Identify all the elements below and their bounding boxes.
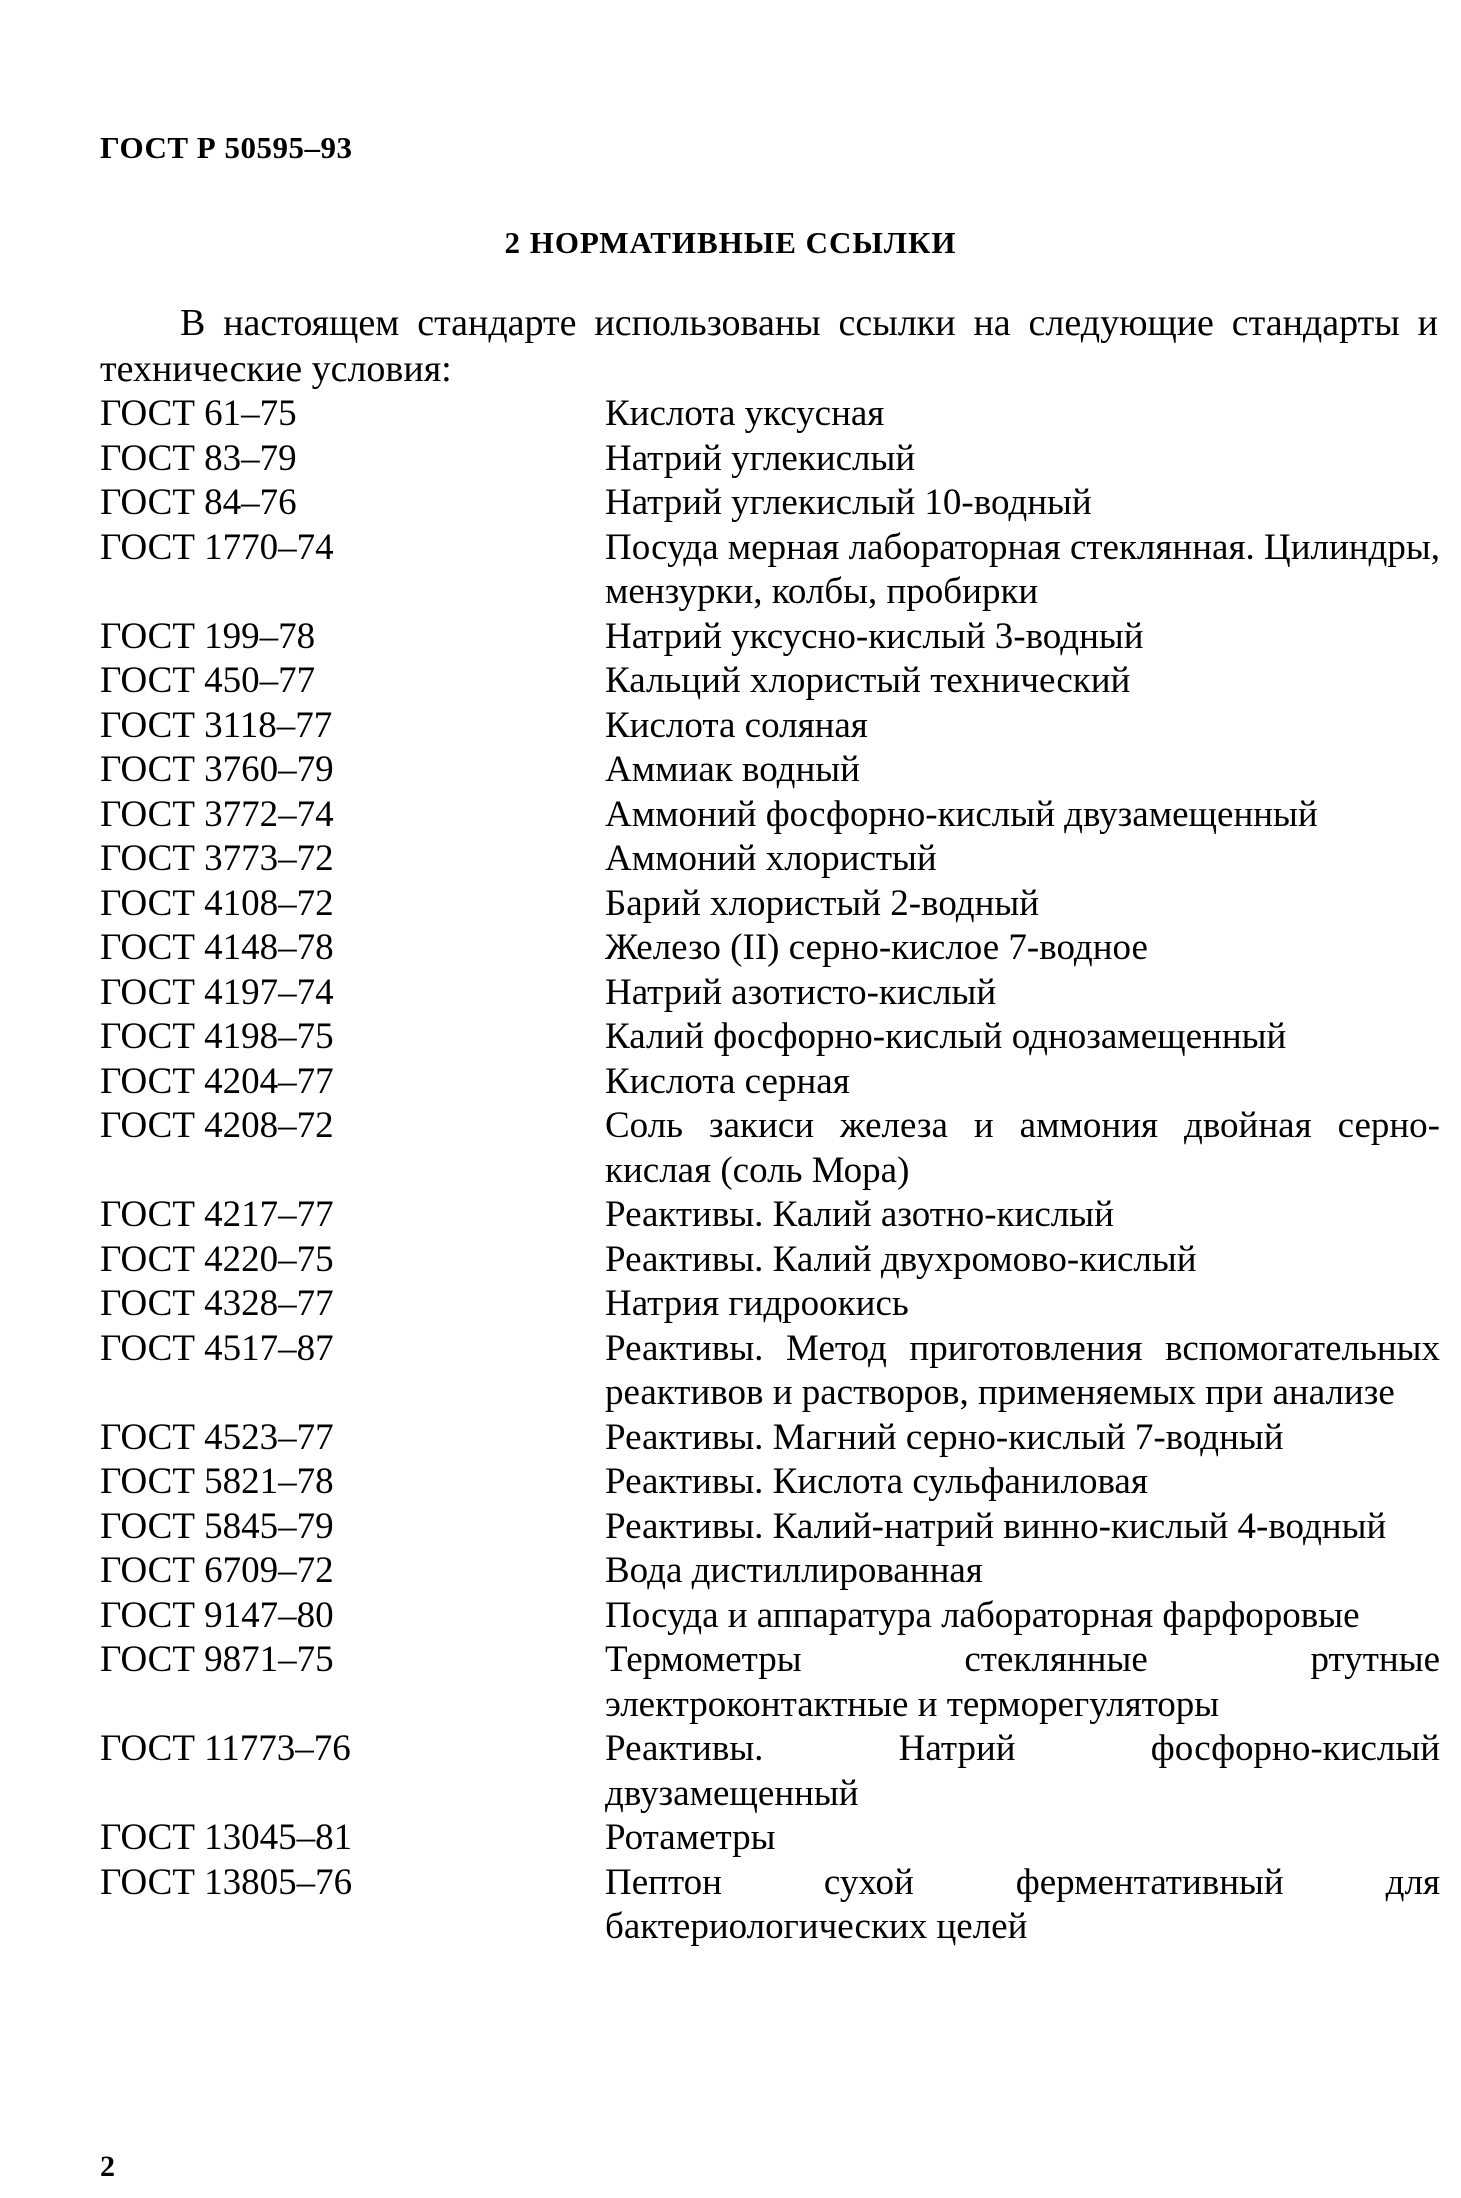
reference-code: ГОСТ 11773–76 xyxy=(100,1728,351,1769)
reference-code: ГОСТ 4517–87 xyxy=(100,1327,334,1369)
reference-title: Реактивы. Калий двухромово-кислый xyxy=(605,1238,1197,1280)
reference-row xyxy=(100,1416,1440,1461)
reference-code: ГОСТ 9147–80 xyxy=(100,1594,334,1636)
reference-title: Аммоний фосфорно-кислый двузамещенный xyxy=(605,793,1318,835)
reference-row xyxy=(100,1282,1440,1327)
reference-code: ГОСТ 450–77 xyxy=(100,660,316,701)
reference-row xyxy=(100,481,1440,526)
reference-title: Железо (II) серно-кислое 7-водное xyxy=(605,927,1148,968)
reference-code: ГОСТ 4328–77 xyxy=(100,1283,334,1324)
reference-title: Аммоний хлористый xyxy=(605,838,937,879)
reference-row xyxy=(100,1015,1440,1060)
reference-title: Реактивы. Метод приготовления вспомогательных реактивов и растворов, применяемых при анализе xyxy=(605,1327,1440,1413)
reference-title: Кальций хлористый технический xyxy=(605,660,1131,701)
reference-row xyxy=(100,1104,1440,1193)
reference-title: Реактивы. Кислота сульфаниловая xyxy=(605,1461,1148,1502)
references-list xyxy=(100,392,1440,1950)
reference-code: ГОСТ 5845–79 xyxy=(100,1505,334,1547)
reference-title: Кислота соляная xyxy=(605,704,868,746)
reference-row xyxy=(100,837,1440,882)
reference-title: Ротаметры xyxy=(605,1817,776,1858)
reference-row xyxy=(100,526,1440,615)
reference-code: ГОСТ 4108–72 xyxy=(100,882,334,924)
reference-row xyxy=(100,793,1440,838)
reference-title: Соль закиси железа и аммония двойная серно-кислая (соль Мора) xyxy=(605,1105,1440,1191)
reference-title: Аммиак водный xyxy=(605,749,860,790)
reference-title: Натрий уксусно-кислый 3-водный xyxy=(605,615,1144,657)
reference-code: ГОСТ 4217–77 xyxy=(100,1194,334,1235)
reference-code: ГОСТ 61–75 xyxy=(100,393,297,434)
reference-title: Кислота уксусная xyxy=(605,393,885,434)
reference-row xyxy=(100,1638,1440,1727)
reference-code: ГОСТ 199–78 xyxy=(100,615,316,657)
reference-code: ГОСТ 84–76 xyxy=(100,482,297,523)
reference-code: ГОСТ 13045–81 xyxy=(100,1817,353,1858)
reference-row xyxy=(100,704,1440,749)
reference-title: Посуда мерная лабораторная стеклянная. Цилиндры, мензурки, колбы, пробирки xyxy=(605,526,1440,612)
reference-title: Посуда и аппаратура лабораторная фарфоровые xyxy=(605,1594,1360,1636)
reference-row xyxy=(100,1238,1440,1283)
reference-row xyxy=(100,1861,1440,1950)
reference-title: Термометры стеклянные ртутные электроконтактные и терморегуляторы xyxy=(605,1639,1440,1725)
reference-row xyxy=(100,1460,1440,1505)
reference-code: ГОСТ 6709–72 xyxy=(100,1550,334,1591)
section-title: 2 НОРМАТИВНЫЕ ССЫЛКИ xyxy=(504,225,957,260)
reference-row xyxy=(100,1549,1440,1594)
reference-row xyxy=(100,1727,1440,1816)
intro-paragraph: В настоящем стандарте использованы ссылки на следующие стандарты и технические условия: xyxy=(100,302,1438,390)
reference-title: Реактивы. Калий-натрий винно-кислый 4-водный xyxy=(605,1505,1387,1547)
reference-code: ГОСТ 3760–79 xyxy=(100,749,334,790)
reference-row xyxy=(100,392,1440,437)
reference-row xyxy=(100,1594,1440,1639)
reference-code: ГОСТ 4197–74 xyxy=(100,971,334,1013)
reference-title: Натрий углекислый 10-водный xyxy=(605,482,1092,523)
reference-row xyxy=(100,882,1440,927)
page-number: 2 xyxy=(100,2150,115,2183)
reference-code: ГОСТ 4204–77 xyxy=(100,1060,334,1102)
reference-row xyxy=(100,1505,1440,1550)
reference-title: Вода дистиллированная xyxy=(605,1550,983,1591)
reference-title: Натрия гидроокись xyxy=(605,1283,909,1324)
reference-code: ГОСТ 9871–75 xyxy=(100,1639,334,1680)
reference-title: Реактивы. Калий азотно-кислый xyxy=(605,1194,1114,1235)
reference-row xyxy=(100,615,1440,660)
document-id-header: ГОСТ Р 50595–93 xyxy=(100,130,353,165)
reference-code: ГОСТ 1770–74 xyxy=(100,526,334,568)
reference-title: Реактивы. Натрий фосфорно-кислый двузамещенный xyxy=(605,1728,1440,1814)
reference-title: Натрий углекислый xyxy=(605,437,916,479)
reference-code: ГОСТ 13805–76 xyxy=(100,1861,353,1903)
reference-code: ГОСТ 4523–77 xyxy=(100,1416,334,1458)
reference-code: ГОСТ 4148–78 xyxy=(100,927,334,968)
reference-title: Калий фосфорно-кислый однозамещенный xyxy=(605,1016,1287,1057)
reference-row xyxy=(100,971,1440,1016)
reference-row xyxy=(100,659,1440,704)
reference-title: Барий хлористый 2-водный xyxy=(605,882,1040,924)
reference-row xyxy=(100,1060,1440,1105)
reference-code: ГОСТ 3773–72 xyxy=(100,838,334,879)
reference-title: Натрий азотисто-кислый xyxy=(605,971,997,1013)
reference-code: ГОСТ 4220–75 xyxy=(100,1238,334,1280)
reference-row xyxy=(100,1193,1440,1238)
reference-code: ГОСТ 5821–78 xyxy=(100,1461,334,1502)
reference-code: ГОСТ 3772–74 xyxy=(100,793,334,835)
reference-row xyxy=(100,748,1440,793)
reference-title: Реактивы. Магний серно-кислый 7-водный xyxy=(605,1416,1284,1458)
reference-code: ГОСТ 4198–75 xyxy=(100,1016,334,1057)
reference-row xyxy=(100,1327,1440,1416)
reference-row xyxy=(100,926,1440,971)
reference-row xyxy=(100,1816,1440,1861)
reference-title: Кислота серная xyxy=(605,1060,850,1102)
reference-row xyxy=(100,437,1440,482)
reference-title: Пептон сухой ферментативный для бактериологических целей xyxy=(605,1861,1440,1947)
reference-code: ГОСТ 3118–77 xyxy=(100,704,333,746)
reference-code: ГОСТ 83–79 xyxy=(100,437,297,479)
reference-code: ГОСТ 4208–72 xyxy=(100,1105,334,1146)
